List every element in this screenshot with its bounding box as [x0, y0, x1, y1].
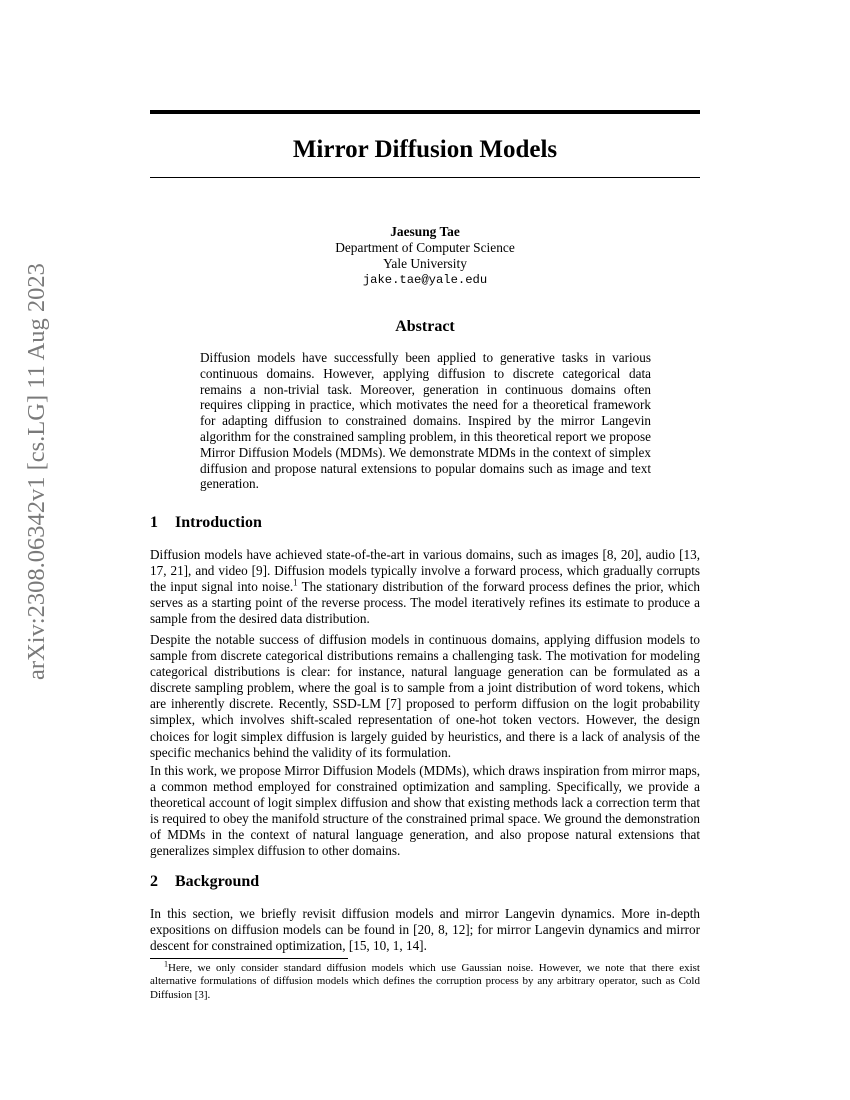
- title-rule-bottom: [150, 177, 700, 178]
- abstract-heading: Abstract: [395, 318, 455, 335]
- footnote-number: 1: [164, 959, 168, 969]
- author-block: [150, 224, 700, 288]
- paragraph-background-1: In this section, we briefly revisit diffusion models and mirror Langevin dynamics. More in-depth expositions on diffusion models can be found in [20, 8, 12]; for mirror Langevin dynamics and mirror descent for constrained optimization, [15, 10, 1, 14].: [150, 906, 700, 954]
- title-rule-top: [150, 110, 700, 114]
- section-title: Introduction: [175, 514, 262, 531]
- section-title: Background: [175, 873, 260, 890]
- section-heading-background: [150, 871, 259, 893]
- section-number: 1: [150, 514, 158, 531]
- abstract-body: Diffusion models have successfully been applied to generative tasks in various continuous domains. However, applying diffusion to discrete categorical data remains a non-trivial task. Moreover, generation in continuous domains often requires clipping in practice, which motivates the need for a theoretical framework for adapting diffusion to constrained domains. Inspired by the mirror Langevin algorithm for the constrained sampling problem, in this theoretical report we propose Mirror Diffusion Models (MDMs). We demonstrate MDMs in the context of simplex diffusion and propose natural extensions to popular domains such as image and text generation.: [200, 350, 651, 492]
- footnote-rule: [150, 958, 348, 959]
- author-university: Yale University: [383, 256, 467, 271]
- paragraph-intro-3: In this work, we propose Mirror Diffusion Models (MDMs), which draws inspiration from mirror maps, a common method employed for constrained optimization and sampling. Specifically, we provide a theoretical account of logit simplex diffusion and show that existing methods lack a correction term that is required to obey the manifold structure of the constrained primal space. We ground the demonstration of MDMs in the context of natural language generation, and also propose natural extensions that generalizes simplex diffusion to other domains.: [150, 763, 700, 859]
- author-department: Department of Computer Science: [335, 240, 515, 255]
- paper-title: Mirror Diffusion Models: [292, 136, 558, 163]
- footnote: [150, 959, 700, 1002]
- arxiv-identifier: arXiv:2308.06342v1 [cs.LG] 11 Aug 2023: [23, 263, 50, 680]
- paragraph-intro-2: Despite the notable success of diffusion models in continuous domains, applying diffusion models to sample from discrete categorical distributions remains a challenging task. The motivation for modeling categorical distributions is clear: for instance, natural language generation can be formulated as a discrete sampling problem, where the goal is to sample from a joint distribution of word tokens, which are inherently discrete. Recently, SSD-LM [7] proposed to perform diffusion on the logit probability simplex, which involves shift-scaled representation of one-hot token vectors. However, the design choices for logit simplex diffusion is largely guided by heuristics, and there is a lack of analysis of the specific mechanics behind the validity of its formulation.: [150, 632, 700, 760]
- section-heading-introduction: [150, 512, 262, 534]
- author-email[interactable]: jake.tae@yale.edu: [362, 273, 488, 287]
- paragraph-intro-1: [150, 547, 700, 627]
- section-number: 2: [150, 873, 158, 890]
- author-name: Jaesung Tae: [390, 224, 460, 239]
- paragraph-text: Diffusion models have achieved state-of-the-art in various domains, such as images [8, 20], audio [13, 17, 21], and video [9]. Diffusion models typically involve a forward process, which gradually corrupts the input signal into noise.: [150, 547, 700, 595]
- paragraph-text: The stationary distribution of the forward process defines the prior, which serves as a starting point of the reverse process. The model iteratively refines its estimate to produce a sample from the desired data distribution.: [150, 579, 700, 627]
- footnote-text: Here, we only consider standard diffusion models which use Gaussian noise. However, we note that there exist alternative formulations of diffusion models which defines the corruption process by any arbitrary operator, such as Cold Diffusion [3].: [150, 962, 700, 1001]
- footnote-mark[interactable]: 1: [293, 577, 298, 588]
